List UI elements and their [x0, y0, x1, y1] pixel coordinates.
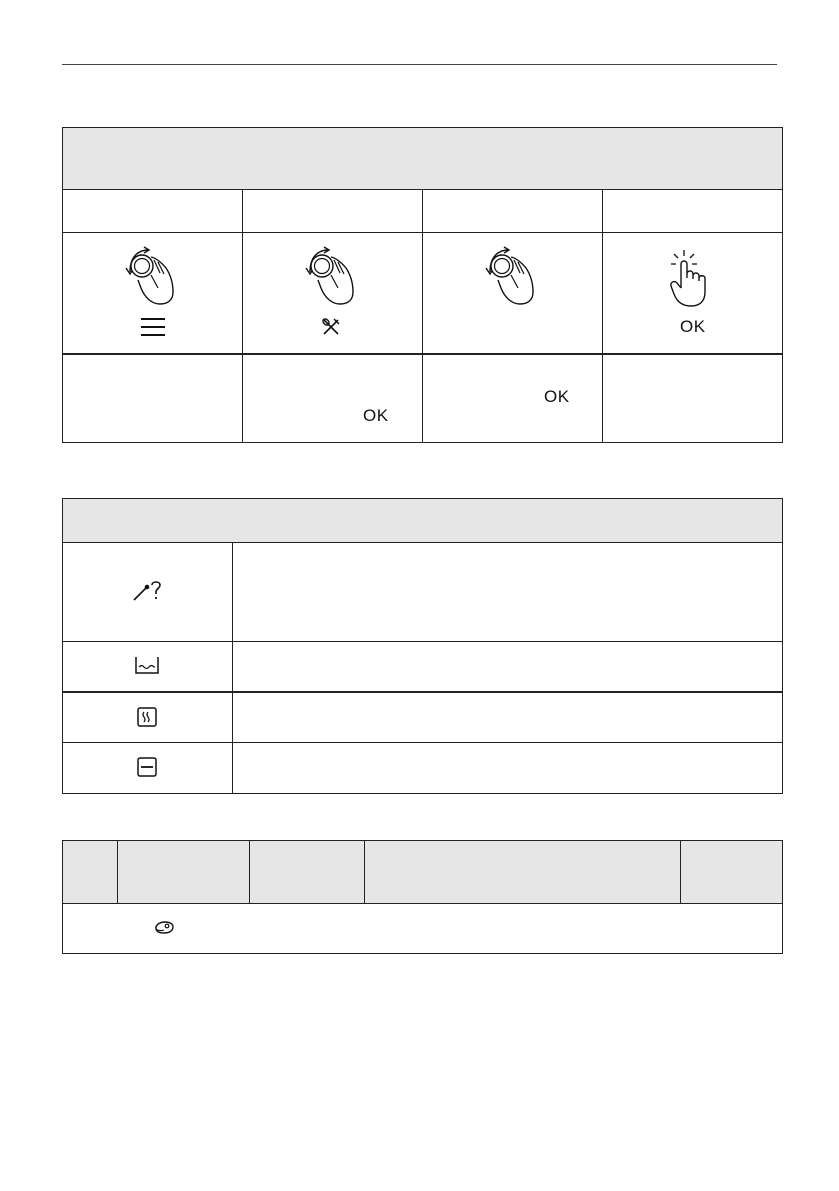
page-top-rule	[62, 64, 777, 65]
table-symbols	[62, 498, 783, 794]
table3-header-5	[681, 841, 782, 903]
table3-header-2	[118, 841, 249, 903]
ok-label-col3: OK	[544, 387, 570, 406]
press-finger-icon	[668, 248, 712, 308]
water-tank-icon	[135, 656, 159, 674]
rotate-knob-icon	[478, 244, 538, 306]
oven-shelf-icon	[137, 757, 157, 777]
rotate-knob-icon	[298, 244, 358, 306]
table2-row-3-text	[234, 693, 782, 742]
table3-header-4	[365, 841, 680, 903]
step-label-3	[423, 190, 602, 232]
meat-steak-icon	[154, 920, 174, 935]
table3-row-text	[183, 904, 782, 953]
steam-heating-icon	[137, 707, 157, 727]
table2-row-2-text	[234, 642, 782, 691]
ok-label-press: OK	[680, 317, 706, 336]
step-label-1	[63, 190, 242, 232]
menu-icon	[141, 317, 165, 337]
step-label-2	[243, 190, 422, 232]
cutlery-icon	[322, 318, 340, 336]
table2-row-4-text	[234, 743, 782, 793]
rotate-knob-icon	[118, 244, 178, 306]
table2-row-1-text	[234, 543, 782, 641]
table1-header	[63, 128, 782, 189]
ok-label-col2: OK	[363, 406, 389, 425]
step-label-4	[603, 190, 782, 232]
table3-header-3	[250, 841, 364, 903]
core-temperature-sensor-icon	[133, 580, 163, 602]
table3-header-1	[63, 841, 117, 903]
table2-header	[63, 499, 782, 542]
table-cooking	[62, 840, 783, 954]
